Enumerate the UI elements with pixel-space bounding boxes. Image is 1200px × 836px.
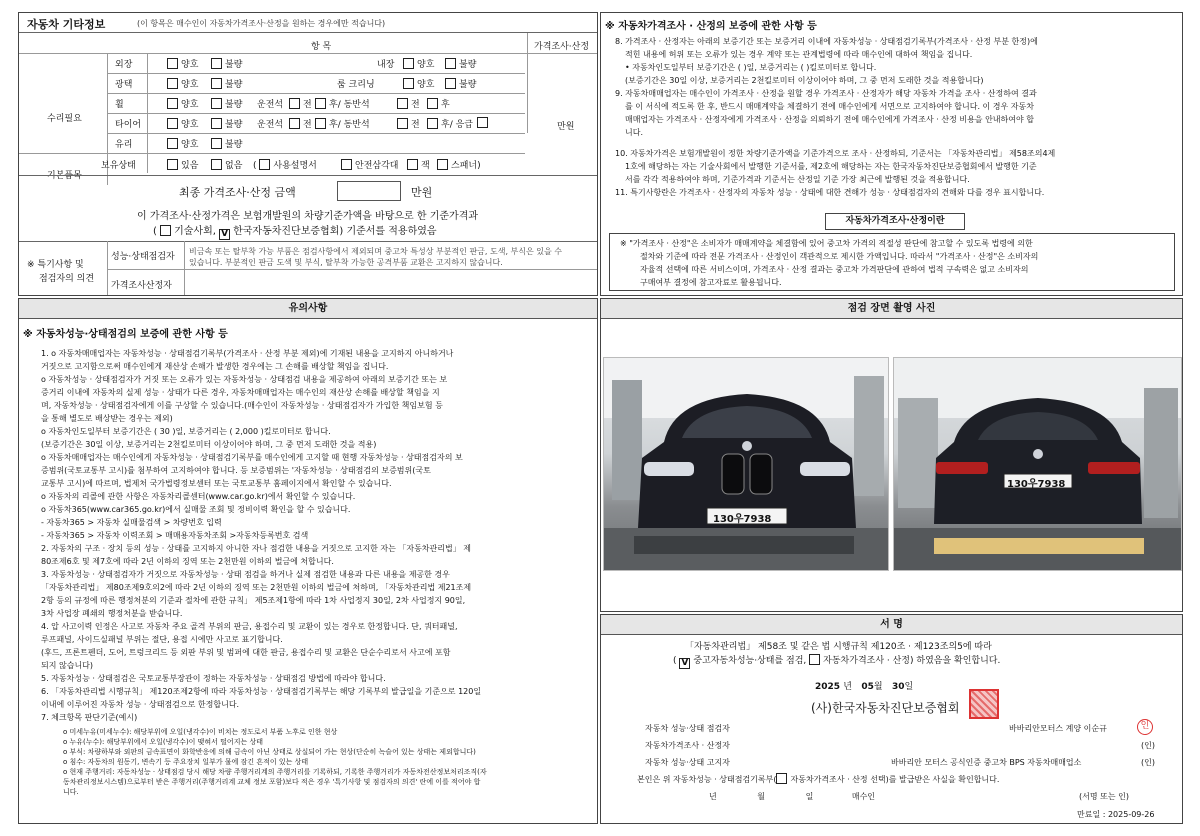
wheel-passenger-rear-checkbox[interactable]	[427, 98, 438, 109]
wheel-bad-checkbox[interactable]	[211, 98, 222, 109]
criteria-line: o 현재 주행거리: 자동차성능 · 상태점검 당시 해당 차량 주행거리계의 주행거리를 기록하되, 기록한 주행거리가 자동차전산정보처리조직(자	[63, 768, 487, 776]
wheel-bad-label: 불량	[225, 100, 243, 110]
tire-bad-label: 불량	[225, 120, 243, 130]
law-text: 「자동차관리법」 제58조 및 같은 법 시행규칙 제120조 · 제123조의5에 따라	[685, 642, 992, 652]
glass-bad-checkbox[interactable]	[211, 138, 222, 149]
notes-subtitle: ※ 자동차성능·상태점검의 보증에 관한 사항 등	[23, 329, 228, 340]
inspector-label: 자동차 성능·상태 점검자	[645, 724, 730, 733]
opinion-price-label: 가격조사산정자	[111, 281, 172, 291]
price-warranty-panel	[600, 12, 1183, 296]
notes-line: 을 통해 별도로 배상받는 경우는 제외)	[41, 414, 173, 423]
price-assessor-stamp: (인)	[1141, 741, 1155, 750]
criteria-line: o 누유(누수): 해당부위에서 오일(냉각수)이 맺혀서 떨어지는 상태	[63, 738, 263, 746]
warranty-line: 적힌 내용에 허위 또는 오류가 있는 경우 계약 또는 관계법령에 따라 매수인에 대하여 책임을 집니다.	[625, 50, 973, 59]
gloss-good-label: 양호	[181, 80, 199, 90]
notes-line: - 자동차365 > 자동차 이력조회 > 매매용자동차조회 >자동차등록번호 검색	[41, 531, 309, 540]
perf-check-checkbox[interactable]: V	[679, 658, 690, 669]
front-plate-text: 130우7938	[713, 514, 772, 525]
warranty-line: 11. 특기사항란은 가격조사 · 산정자의 자동차 성능 · 상태에 대한 견해가 성능 · 상태점검자의 견해와 다를 경우 표시합니다.	[615, 188, 1045, 197]
notes-line: 6. 「자동차관리법 시행규칙」 제120조제2항에 따라 자동차성능 · 상태점검기록부는 해당 기록부의 발급일을 기준으로 120일	[41, 687, 482, 696]
wheel-driver-rear-label: 후	[329, 100, 338, 110]
vehicle-info-panel: 자동차 기타정보 (이 항목은 매수인이 자동차가격조사·산정을 원하는 경우에만 적습니다) 항 목 가격조사·산정 수리필요 기본품목 만원 외장 양호 불량 내장 양호 불량 광택 양호 불량 룸 크리닝 양호 불량 휠 양호 불량 운전석 전 후/ 동반석 전 후 타이어 양호 불량 운전석 전 후/ 동반석 전 후/ 응급 유리 양호 불량 보유상태 있음 없음 ( 사용설명서 안전삼각대 잭 스패너) 최종 가격조사·산정 금액 만원 이 가격조사·산정가격은 보험개발원의 차량기준가액을 바탕으로 한 기준가격과 ( 기술사회, V 한국자동차진단보증협회) 기준서를 적용하였음 ※ 특기사항 및 점검자의 의견 성능·상태점검자 가격조사산정자 비금속 또는 탈부착 가능 부품은 점검사항에서 제외되며 중고차 특성상 부분적인 판금, 도색, 부식은 있을 수 있습니다. 부분적인 판금 도색 및 부식, 탈부착 가능한 공격부품 교환은 고지하지 않습니다.	[18, 12, 598, 296]
notes-line: (보증기간은 30일 이상, 보증거리는 2천킬로미터 이상이어야 하며, 그 중 먼저 도래한 것을 적용)	[41, 440, 377, 449]
vehicle-info-note: (이 항목은 매수인이 자동차가격조사·산정을 원하는 경우에만 적습니다)	[137, 19, 386, 28]
sign-day-unit: 일	[904, 682, 914, 692]
definition-line: 절차와 기준에 따라 전문 가격조사 · 산정인이 객관적으로 제시한 가액입니다. 따라서 "가격조사 · 산정"은 소비자의	[640, 252, 1039, 261]
criteria-line: o 미세누유(미세누수): 해당부위에 오일(냉각수)이 비치는 정도로서 부품 노후로 인한 현상	[63, 728, 338, 736]
tire-bad-checkbox[interactable]	[211, 118, 222, 129]
opinion-inspector-label: 성능·상태점검자	[111, 252, 175, 262]
wheel-passenger-front-label: 전	[411, 100, 420, 110]
gloss-good-checkbox[interactable]	[167, 78, 178, 89]
row-label-glass: 유리	[115, 140, 133, 150]
jack-label: 잭	[421, 161, 430, 171]
definition-line: 자율적 선택에 따른 서비스이며, 가격조사 · 산정 결과는 중고차 가격판단에 관하여 법적 구속력은 없고 소비자의	[640, 265, 1029, 274]
tire-passenger-front-checkbox[interactable]	[397, 118, 408, 129]
spanner-checkbox[interactable]	[437, 159, 448, 170]
basis-tech-checkbox[interactable]	[160, 225, 171, 236]
notes-line: 이내에 이루어진 자동차 성능 · 상태점검으로 한정합니다.	[41, 700, 240, 709]
price-definition-box	[609, 233, 1175, 291]
gloss-bad-checkbox[interactable]	[211, 78, 222, 89]
warranty-line: 매매업자는 가격조사 · 산정자에게 가격조사 · 산정을 의뢰하기 전에 매수인에게 가격조사 · 산정 비용을 안내하여야 합	[625, 115, 1034, 124]
notes-panel	[18, 298, 598, 824]
wheel-driver-label: 운전석	[257, 100, 284, 110]
buyer-month-unit: 월	[757, 792, 766, 801]
glass-good-checkbox[interactable]	[167, 138, 178, 149]
photos-title: 점검 장면 촬영 사진	[601, 299, 1182, 319]
car-front-illustration	[604, 358, 889, 571]
notes-line: (후드, 프론트펜더, 도어, 트렁크리드 등 외판 부위 및 범퍼에 대한 판금, 용접수리 및 교환은 단순수리로서 사고에 포함	[41, 648, 451, 657]
notes-line: o 자동차365(www.car365.go.kr)에서 실매물 조회 및 정비이력 확인을 할 수 있습니다.	[41, 505, 351, 514]
tire-good-label: 양호	[181, 120, 199, 130]
sign-month: 05	[861, 682, 874, 692]
notes-criteria	[63, 727, 593, 797]
opinion-label-1: ※ 특기사항 및	[27, 260, 84, 270]
final-price-label: 최종 가격조사·산정 금액	[179, 186, 296, 199]
notes-line: 5. 자동차성능 · 상태점검은 국토교통부장관이 정하는 자동차성능 · 상태점검 방법에 따라야 합니다.	[41, 674, 386, 683]
warranty-line: 를 이 서식에 적도록 한 후, 반드시 매매계약을 체결하기 전에 매수인에게 서면으로 고지하여야 합니다. 이 경우 자동차	[625, 102, 1034, 111]
price-assessor-label: 자동차가격조사 · 산정자	[645, 741, 730, 750]
notes-line: 되지 않습니다)	[41, 661, 94, 670]
association-seal-icon	[969, 689, 999, 719]
notes-line: 2항 등의 규정에 따른 행정처분의 기준과 절차에 관한 규칙」 제5조제1항에 따라 1차 사업정지 30일, 2차 사업정지 90일,	[41, 596, 466, 605]
tire-passenger-front-label: 전	[411, 120, 420, 130]
gloss-bad-label: 불량	[225, 80, 243, 90]
spanner-label: 스패너	[451, 161, 478, 171]
room-good-checkbox[interactable]	[403, 78, 414, 89]
notes-line: 4. 압 사고이력 인정은 사고로 자동차 주요 골격 부위의 판금, 용접수리 및 교환이 있는 경우로 한정합니다. 단, 쿼터패널,	[41, 622, 458, 631]
basis-tech-label: 기술사회	[174, 226, 213, 237]
row-label-room-cleaning: 룸 크리닝	[337, 80, 375, 90]
opinion-label-2: 점검자의 의견	[39, 274, 95, 284]
glass-good-label: 양호	[181, 140, 199, 150]
own-none-label: 없음	[225, 161, 243, 171]
interior-bad-label: 불량	[459, 60, 477, 70]
wheel-passenger-label: / 동반석	[337, 100, 370, 110]
tire-driver-front-checkbox[interactable]	[289, 118, 300, 129]
exterior-bad-checkbox[interactable]	[211, 58, 222, 69]
final-price-unit: 만원	[411, 186, 433, 199]
manual-label: 사용설명서	[273, 161, 317, 171]
confirm-text-2: 자동차가격조사 · 산정 선택)를 발급받은 사실을 확인합니다.	[790, 775, 1000, 784]
confirm-text-1: 본인은 위 자동차성능 · 상태점검기록부(	[637, 775, 777, 784]
vehicle-info-title: 자동차 기타정보	[27, 18, 106, 31]
notes-line: o 자동차매매업자는 매수인에게 자동차성능 · 상태점검기록부를 매수인에게 고지할 때 현행 자동차성능 · 상태점검자의 보	[41, 453, 463, 462]
buyer-label: 매수인	[851, 792, 876, 801]
price-check-label: 자동차가격조사 · 산정) 하였음을 확인합니다.	[823, 656, 1001, 666]
car-rear-illustration	[894, 358, 1182, 571]
own-have-checkbox[interactable]	[167, 159, 178, 170]
tire-spare-checkbox[interactable]	[477, 117, 488, 128]
notes-line: 루프패널, 사이드실패널 부위는 절단, 용접 시에만 사고로 표기합니다.	[41, 635, 283, 644]
row-label-interior: 내장	[377, 60, 395, 70]
interior-bad-checkbox[interactable]	[445, 58, 456, 69]
warranty-line: 니다.	[625, 128, 643, 137]
opinion-text-2: 있습니다. 부분적인 판금 도색 및 부식, 탈부착 가능한 공격부품 교환은 고지하지 않습니다.	[189, 258, 503, 267]
sign-date	[815, 679, 913, 692]
warranty-line: 1호에 해당하는 자는 기술사회에서 발행한 기준서를, 제2호에 해당하는 자는 한국자동차진단보증협회에서 발행한 기준	[625, 162, 1037, 171]
warranty-line: 서를 각각 적용하여야 하며, 기준가격과 기준서는 산정일 기준 가장 최근에 발행된 것을 적용합니다.	[625, 175, 970, 184]
row-label-own: 보유상태	[101, 161, 136, 171]
notes-body	[41, 347, 593, 724]
wheel-good-checkbox[interactable]	[167, 98, 178, 109]
buyer-sign-field[interactable]: (서명 또는 인)	[1079, 792, 1129, 801]
warranty-line: (보증기간은 30일 이상, 보증거리는 2천킬로미터 이상이어야 하며, 그 중 먼저 도래한 것을 적용합니다)	[625, 76, 984, 85]
row-label-wheel: 휠	[115, 100, 124, 110]
confirm-price-checkbox[interactable]	[776, 773, 787, 784]
notes-line: 2. 자동차의 구조 · 장치 등의 성능 · 상태를 고지하지 아니한 자나 점검한 내용을 거짓으로 고지한 자는 「자동차관리법」 제	[41, 544, 471, 553]
criteria-line: o 침수: 자동차의 원동기, 변속기 등 주요장치 일부가 물에 잠긴 흔적이 있는 상태	[63, 758, 309, 766]
buyer-day-unit: 일	[805, 792, 814, 801]
notes-line: 증범위(국토교통부 고시)를 첨부하여 고지하여야 합니다. 등 보증범위는 '자동차성능 · 상태점검의 보증범위(국토	[41, 466, 431, 475]
tire-passenger-rear-checkbox[interactable]	[427, 118, 438, 129]
price-unit-manwon: 만원	[557, 122, 575, 132]
car-front-photo	[603, 357, 889, 571]
signature-title: 서 명	[601, 615, 1182, 635]
notes-line: 80조제6호 및 제7호에 따라 2년 이하의 징역 또는 2천만원 이하의 벌금에 처합니다.	[41, 557, 334, 566]
criteria-line: 니다.	[63, 788, 79, 796]
sign-month-unit: 월	[873, 682, 883, 692]
tire-driver-front-label: 전	[303, 120, 312, 130]
warranty-line: 8. 가격조사 · 산정자는 아래의 보증기간 또는 보증거리 이내에 자동차성능 · 상태점검기록부(가격조사 · 산정 부분 한정)에	[615, 37, 1038, 46]
row-label-gloss: 광택	[115, 80, 133, 90]
exterior-good-checkbox[interactable]	[167, 58, 178, 69]
triangle-label: 안전삼각대	[355, 161, 399, 171]
tire-driver-rear-checkbox[interactable]	[315, 118, 326, 129]
tire-good-checkbox[interactable]	[167, 118, 178, 129]
row-label-exterior: 외장	[115, 60, 133, 70]
association-name: (사)한국자동차진단보증협회	[811, 701, 960, 715]
notes-line: 며, 자동차성능 · 상태점검자에게 이를 구상할 수 있습니다.(매수인이 자동차성능 · 상태점검자가 가입한 책임보험 등	[41, 401, 443, 410]
perf-check-label: 중고자동차성능·상태를 점검,	[693, 656, 807, 666]
definition-line: ※ "가격조사 · 산정"은 소비자가 매매계약을 체결함에 있어 중고차 가격의 적절성 판단에 참고할 수 있도록 법령에 의한	[620, 239, 1033, 248]
jack-checkbox[interactable]	[407, 159, 418, 170]
manual-checkbox[interactable]	[259, 159, 270, 170]
basis-text-1: 이 가격조사·산정가격은 보험개발원의 차량기준가액을 바탕으로 한 기준가격과	[137, 211, 479, 222]
notes-line: o 자동차성능 · 상태점검자가 거짓 또는 오류가 있는 자동차성능 · 상태점검 내용을 제공하여 아래의 보증기간 또는 보	[41, 375, 448, 384]
opinion-text-1: 비금속 또는 탈부착 가능 부품은 점검사항에서 제외되며 중고차 특성상 부분적인 판금, 도색, 부식은 있을 수	[189, 247, 562, 256]
warranty-body	[615, 35, 1177, 199]
tire-passenger-label: / 동반석	[337, 120, 370, 130]
price-definition-title: 자동차가격조사·산정이란	[825, 213, 965, 230]
notes-line: 교통부 고시)에 따르며, 법제처 국가법령정보센터 또는 국토교통부 홈페이지에서 확인할 수 있습니다.	[41, 479, 392, 488]
final-price-input[interactable]	[337, 181, 401, 201]
group-repair-label: 수리필요	[47, 114, 82, 124]
price-check-checkbox[interactable]	[809, 654, 820, 665]
warranty-line: 9. 자동차매매업자는 매수인이 가격조사 · 산정을 원할 경우 가격조사 · 산정자가 해당 자동차 가격을 조사 · 산정하여 결과	[615, 89, 1037, 98]
triangle-checkbox[interactable]	[341, 159, 352, 170]
tire-spare-label: / 응급	[449, 120, 473, 130]
signature-panel: 서 명 「자동차관리법」 제58조 및 같은 법 시행규칙 제120조 · 제123조의5에 따라 ( V 중고자동차성능·상태를 점검, 자동차가격조사 · 산정) 하였음을 확인합니다. 2025 년 05월 30일 (사)한국자동차진단보증협회 자동차 성능·상태 점검자 바바리안모터스 계양 이순규 인 자동차가격조사 · 산정자 (인) 자동차 성능·상태 고지자 바바리안 모터스 공식인증 중고차 BPS 자동차매매업소 (인) 본인은 위 자동차성능 · 상태점검기록부( 자동차가격조사 · 산정 선택)를 발급받은 사실을 확인합니다. 년 월 일 매수인 (서명 또는 인) 만료일 : 2025-09-26	[600, 614, 1183, 824]
notifier-value: 바바리안 모터스 공식인증 중고차 BPS 자동차매매업소	[891, 758, 1082, 767]
warranty-line	[615, 139, 1177, 147]
wheel-driver-rear-checkbox[interactable]	[315, 98, 326, 109]
notes-line: 1. o 자동차매매업자는 자동차성능 · 상태점검기록부(가격조사 · 산정 부분 제외)에 기재된 내용을 고지하지 아니하거나	[41, 349, 454, 358]
warranty-line: 10. 자동차가격은 보험개발원이 정한 차량기준가액을 기준가격으로 조사 · 산정하되, 기준서는 「자동차관리법」 제58조의4제	[615, 149, 1056, 158]
notes-line: 거짓으로 고지함으로써 매수인에게 재산상 손해가 발생한 경우에는 그 손해를 배상할 책임을 집니다.	[41, 362, 389, 371]
interior-good-label: 양호	[417, 60, 435, 70]
row-label-tire: 타이어	[115, 120, 142, 130]
notes-title: 유의사항	[19, 299, 597, 319]
interior-good-checkbox[interactable]	[403, 58, 414, 69]
group-basic-label: 기본품목	[47, 171, 82, 181]
wheel-driver-front-checkbox[interactable]	[289, 98, 300, 109]
definition-line: 구매여부 결정에 참고자료로 활용됩니다.	[640, 278, 782, 287]
car-rear-photo	[893, 357, 1182, 571]
col-price-header: 가격조사·산정	[534, 42, 590, 52]
wheel-passenger-front-checkbox[interactable]	[397, 98, 408, 109]
inspector-seal-icon: 인	[1137, 719, 1153, 735]
sign-year-unit: 년	[843, 682, 852, 692]
basis-text-3: ) 기준서를 적용하였음	[339, 226, 437, 237]
basis-assoc-label: 한국자동차진단보증협회	[233, 226, 340, 237]
sign-year: 2025	[815, 682, 841, 692]
basis-assoc-checkbox[interactable]: V	[219, 229, 230, 240]
notifier-stamp: (인)	[1141, 758, 1155, 767]
notifier-label: 자동차 성능·상태 고지자	[645, 758, 730, 767]
inspector-value: 바바리안모터스 계양 이순규	[1009, 724, 1107, 733]
buyer-row	[709, 791, 875, 802]
exterior-good-label: 양호	[181, 60, 199, 70]
room-bad-checkbox[interactable]	[445, 78, 456, 89]
tire-driver-rear-label: 후	[329, 120, 338, 130]
sign-day: 30	[891, 682, 905, 692]
glass-bad-label: 불량	[225, 140, 243, 150]
notes-line: o 자동차인도일부터 보증기간은 ( 30 )일, 보증거리는 ( 2,000 )킬로미터로 합니다.	[41, 427, 331, 436]
room-good-label: 양호	[417, 80, 435, 90]
notes-line: - 자동차365 > 자동차 실매물검색 > 차량번호 입력	[41, 518, 222, 527]
tire-driver-label: 운전석	[257, 120, 284, 130]
rear-plate-text: 130우7938	[1007, 479, 1066, 490]
room-bad-label: 불량	[459, 80, 477, 90]
notes-line: 「자동차관리법」 제80조제9호의2에 따라 2년 이하의 징역 또는 2천만원 이하의 벌금에 처하며, 「자동차관리법 제21조제	[41, 583, 472, 592]
warranty-title: ※ 자동차가격조사 · 산정의 보증에 관한 사항 등	[605, 21, 817, 32]
wheel-good-label: 양호	[181, 100, 199, 110]
col-item-header: 항 목	[311, 42, 332, 52]
tire-passenger-rear-label: 후	[441, 120, 450, 130]
notes-line: 증거리 이내에 자동차의 실제 성능 · 상태가 다른 경우, 자동차매매업자는 매수인의 재산상 손해를 배상할 책임을 지	[41, 388, 440, 397]
notes-line: 3. 자동차성능 · 상태점검자가 거짓으로 자동차성능 · 상태 점검을 하거나 실제 점검한 내용과 다른 내용을 제공한 경우	[41, 570, 450, 579]
exterior-bad-label: 불량	[225, 60, 243, 70]
notes-line: 3차 사업장 폐쇄의 행정처분을 받습니다.	[41, 609, 183, 618]
criteria-line: o 부식: 차량하부와 외판의 금속표면이 화학반응에 의해 금속이 아닌 상태로 상실되어 가는 현상(단순히 녹슬어 있는 상태는 제외합니다)	[63, 748, 476, 756]
expiry-text: 만료일 : 2025-09-26	[1077, 810, 1155, 819]
notes-line: o 자동차의 리콜에 관한 사항은 자동차리콜센터(www.car.go.kr)에서 확인할 수 있습니다.	[41, 492, 356, 501]
photos-panel	[600, 298, 1183, 612]
warranty-line: • 자동차인도일부터 보증기간은 ( )일, 보증거리는 ( )킬로미터로 합니다.	[625, 63, 877, 72]
notes-line: 7. 체크항목 판단기준(예시)	[41, 713, 138, 722]
own-have-label: 있음	[181, 161, 199, 171]
wheel-driver-front-label: 전	[303, 100, 312, 110]
buyer-year-unit: 년	[709, 792, 717, 801]
criteria-line: 동차관리정보시스템)으로부터 받은 주행거리(주행거리계 교체 정보 포함)보다 적은 경우 '특기사항 및 점검자의 의견' 란에 이를 적어야 합	[63, 778, 481, 786]
own-none-checkbox[interactable]	[211, 159, 222, 170]
wheel-passenger-rear-label: 후	[441, 100, 450, 110]
